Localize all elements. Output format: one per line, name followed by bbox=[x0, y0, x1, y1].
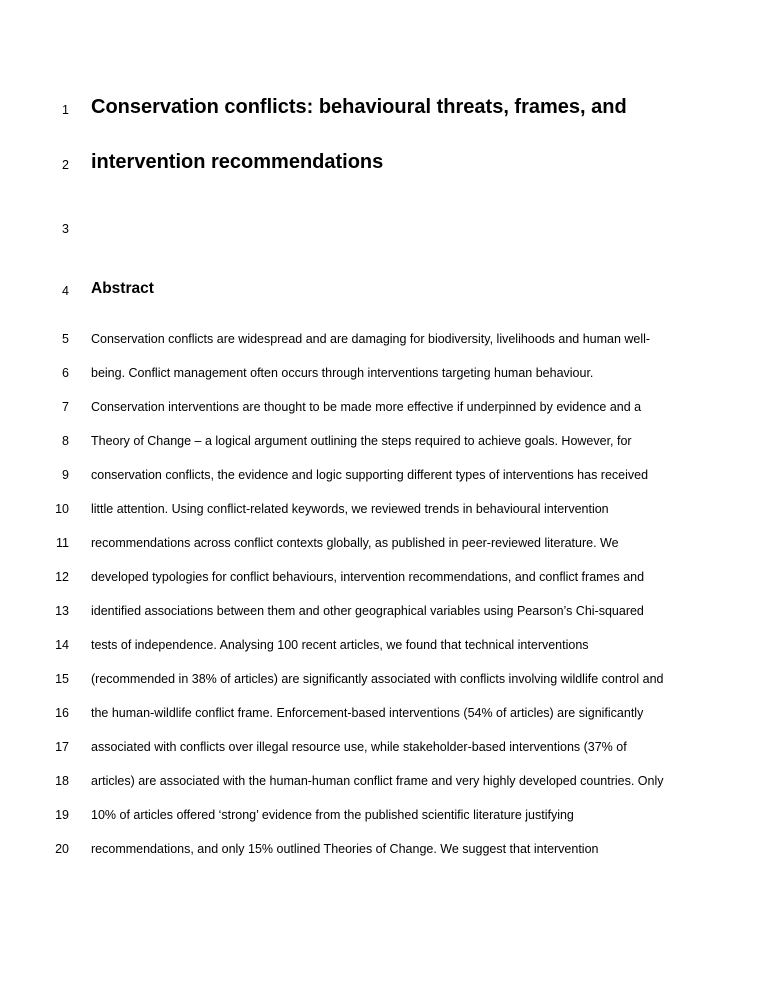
manuscript-line bbox=[0, 384, 773, 414]
manuscript-line bbox=[0, 452, 773, 482]
manuscript-line bbox=[0, 486, 773, 516]
manuscript-line bbox=[0, 656, 773, 686]
abstract-text-line: recommendations, and only 15% outlined Theories of Change. We suggest that intervention bbox=[91, 842, 599, 856]
line-number: 19 bbox=[55, 808, 69, 822]
manuscript-line bbox=[0, 792, 773, 822]
abstract-text-line: Conservation interventions are thought to be made more effective if underpinned by evidence and a bbox=[91, 400, 642, 414]
line-number: 16 bbox=[55, 706, 69, 720]
abstract-text-line: 10% of articles offered ‘strong’ evidence from the published scientific literature justifying bbox=[91, 808, 574, 822]
paper-title-line-2: intervention recommendations bbox=[91, 151, 384, 173]
manuscript-line bbox=[0, 418, 773, 448]
line-number: 7 bbox=[62, 400, 69, 414]
manuscript-line bbox=[0, 588, 773, 618]
abstract-text-line: identified associations between them and other geographical variables using Pearson’s Chi-squared bbox=[91, 604, 644, 618]
abstract-text-line: (recommended in 38% of articles) are significantly associated with conflicts involving wildlife control and bbox=[91, 672, 664, 686]
line-number: 13 bbox=[55, 604, 69, 618]
manuscript-line bbox=[0, 87, 773, 117]
abstract-text-line: associated with conflicts over illegal resource use, while stakeholder-based interventions (37% of bbox=[91, 740, 627, 754]
manuscript-line bbox=[0, 826, 773, 856]
manuscript-line bbox=[0, 690, 773, 720]
abstract-heading: Abstract bbox=[91, 280, 154, 297]
manuscript-line bbox=[0, 350, 773, 380]
manuscript-line bbox=[0, 758, 773, 788]
manuscript-line bbox=[0, 520, 773, 550]
abstract-text-line: Theory of Change – a logical argument outlining the steps required to achieve goals. However, for bbox=[91, 434, 632, 448]
line-number: 11 bbox=[56, 536, 69, 550]
manuscript-line bbox=[0, 142, 773, 172]
abstract-text-line: little attention. Using conflict-related keywords, we reviewed trends in behavioural intervention bbox=[91, 502, 609, 516]
manuscript-line bbox=[0, 622, 773, 652]
line-number: 8 bbox=[62, 434, 69, 448]
abstract-text-line: being. Conflict management often occurs through interventions targeting human behaviour. bbox=[91, 366, 594, 380]
abstract-text-line: Conservation conflicts are widespread and are damaging for biodiversity, livelihoods and human well- bbox=[91, 332, 651, 346]
abstract-text-line: articles) are associated with the human-human conflict frame and very highly developed countries. Only bbox=[91, 774, 664, 788]
line-number: 18 bbox=[55, 774, 69, 788]
line-number: 5 bbox=[62, 332, 69, 346]
line-number: 9 bbox=[62, 468, 69, 482]
line-number: 10 bbox=[55, 502, 69, 516]
line-number: 14 bbox=[55, 638, 69, 652]
manuscript-line bbox=[0, 554, 773, 584]
abstract-text-line: developed typologies for conflict behaviours, intervention recommendations, and conflict frames and bbox=[91, 570, 645, 584]
line-number: 1 bbox=[62, 103, 69, 117]
manuscript-line bbox=[0, 316, 773, 346]
line-number: 17 bbox=[55, 740, 69, 754]
abstract-text-line: tests of independence. Analysing 100 recent articles, we found that technical interventions bbox=[91, 638, 589, 652]
manuscript-line bbox=[0, 268, 773, 298]
line-number: 6 bbox=[62, 366, 69, 380]
line-number: 15 bbox=[55, 672, 69, 686]
abstract-text-line: conservation conflicts, the evidence and logic supporting different types of interventions has received bbox=[91, 468, 649, 482]
line-number: 2 bbox=[62, 158, 69, 172]
line-number: 4 bbox=[62, 284, 69, 298]
line-number: 12 bbox=[55, 570, 69, 584]
paper-title-line-1: Conservation conflicts: behavioural threats, frames, and bbox=[91, 96, 627, 118]
manuscript-line bbox=[0, 206, 773, 236]
abstract-text-line: the human-wildlife conflict frame. Enforcement-based interventions (54% of articles) are significantly bbox=[91, 706, 644, 720]
line-number: 3 bbox=[62, 222, 69, 236]
manuscript-line bbox=[0, 724, 773, 754]
abstract-text-line: recommendations across conflict contexts globally, as published in peer-reviewed literature. We bbox=[91, 536, 619, 550]
line-number: 20 bbox=[55, 842, 69, 856]
